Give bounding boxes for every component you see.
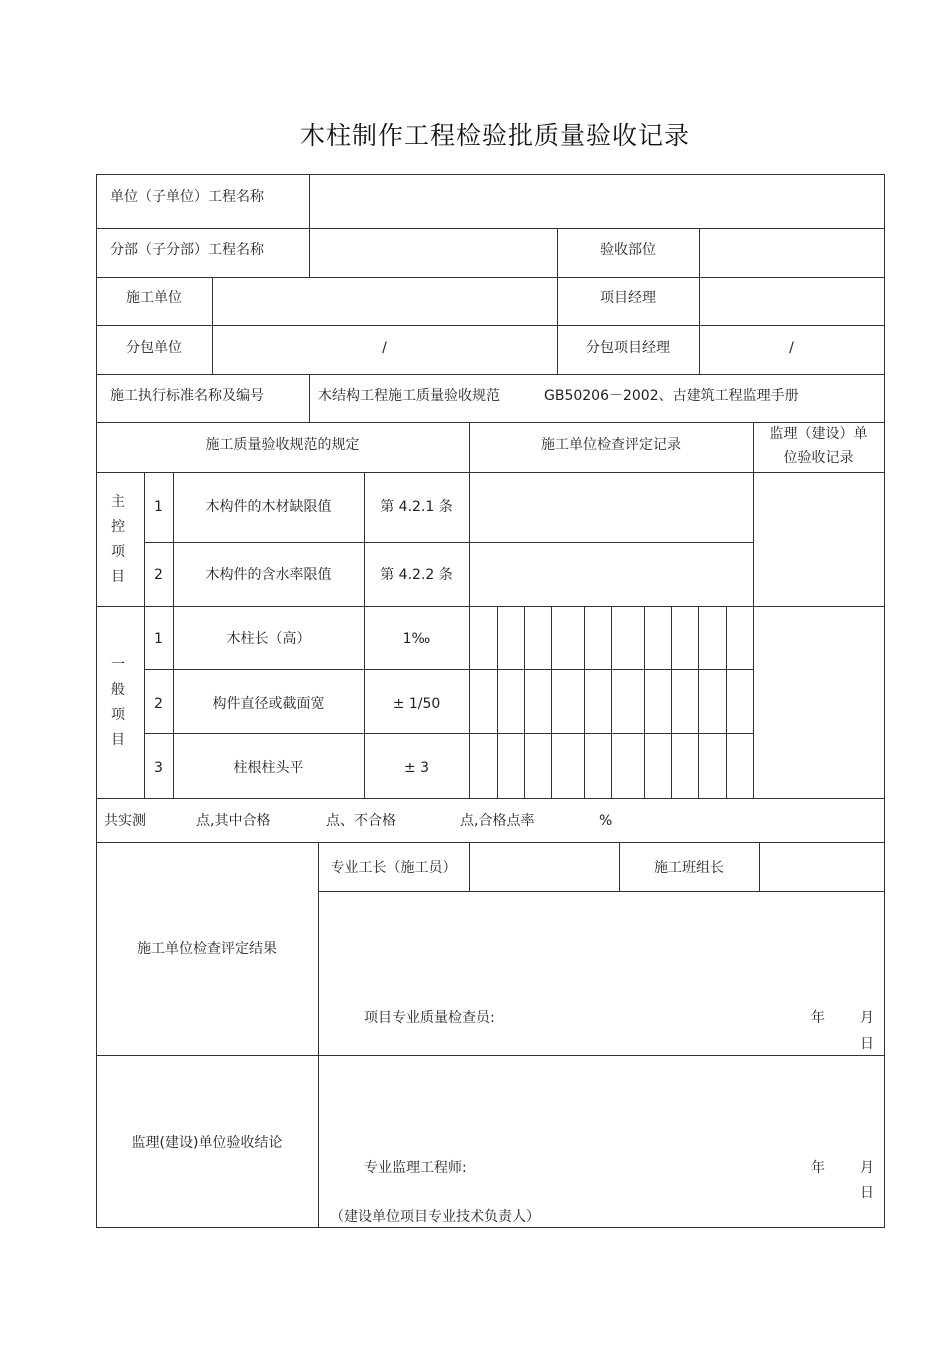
measure-col	[726, 606, 727, 798]
construction-result-label: 施工单位检查评定结果	[137, 941, 277, 957]
subcontract-manager-value[interactable]: /	[789, 340, 794, 356]
foreman-field[interactable]	[470, 843, 619, 891]
summary-qualified-label: 点,其中合格	[196, 813, 271, 829]
row-divider	[96, 1055, 885, 1056]
item-no: 1	[154, 499, 163, 515]
spec-header: 施工质量验收规范的规定	[205, 437, 360, 453]
owner-tech-lead-note: （建设单位项目专业技术负责人）	[330, 1209, 540, 1225]
item-no: 2	[154, 567, 163, 583]
measure-col	[551, 606, 552, 798]
row-divider	[96, 798, 885, 799]
supervision-engineer-label: 专业监理工程师:	[364, 1160, 467, 1176]
item-no: 1	[154, 631, 163, 647]
supervision-header-line1: 监理（建设）单	[769, 426, 868, 442]
item-no: 2	[154, 696, 163, 712]
measure-col	[698, 606, 699, 798]
item-tolerance: 1‰	[402, 631, 431, 647]
row-divider	[96, 374, 885, 375]
summary-total-label: 共实测	[104, 813, 146, 829]
subcontract-unit-value[interactable]: /	[382, 340, 387, 356]
standard-code: GB50206－2002、古建筑工程监理手册	[544, 388, 799, 404]
date-day-label: 日	[860, 1036, 874, 1052]
subcontract-manager-label: 分包项目经理	[586, 340, 670, 356]
item-clause: 第 4.2.2 条	[380, 567, 453, 583]
construction-unit-label: 施工单位	[126, 290, 182, 306]
measure-col	[671, 606, 672, 798]
project-manager-field[interactable]	[700, 278, 884, 325]
acceptance-part-label: 验收部位	[600, 242, 656, 258]
item-name: 木构件的木材缺限值	[205, 499, 332, 515]
col-divider	[318, 842, 319, 1227]
col-divider	[309, 374, 310, 422]
quality-inspector-label: 项目专业质量检查员:	[364, 1010, 495, 1026]
team-leader-label: 施工班组长	[654, 860, 724, 876]
date-year-label: 年	[811, 1160, 825, 1176]
check-record-header: 施工单位检查评定记录	[541, 437, 681, 453]
summary-unqualified-label: 点、不合格	[326, 813, 396, 829]
row-divider	[96, 422, 885, 423]
summary-percent-sign: %	[599, 813, 613, 829]
page-title: 木柱制作工程检验批质量验收记录	[299, 121, 690, 150]
measure-col	[584, 606, 585, 798]
item-no: 3	[154, 760, 163, 776]
project-manager-label: 项目经理	[600, 290, 656, 306]
group-char: 一	[111, 657, 125, 673]
item-clause: 第 4.2.1 条	[380, 499, 453, 515]
unit-project-name-label: 单位（子单位）工程名称	[110, 189, 264, 205]
measure-col	[611, 606, 612, 798]
row-divider	[96, 325, 885, 326]
unit-project-name-field[interactable]	[310, 175, 884, 228]
foreman-label: 专业工长（施工员）	[330, 860, 457, 876]
main-supervision-record[interactable]	[754, 473, 884, 798]
construction-unit-field[interactable]	[213, 278, 557, 325]
group-char: 般	[111, 682, 125, 698]
measure-col	[644, 606, 645, 798]
group-char: 项	[111, 544, 125, 560]
group-char: 目	[111, 569, 125, 585]
date-day-label: 日	[860, 1185, 874, 1201]
item-name: 构件直径或截面宽	[212, 696, 325, 712]
row-divider	[144, 669, 754, 670]
row-divider	[144, 733, 754, 734]
group-char: 目	[111, 732, 125, 748]
supervision-header-line2: 位验收记录	[783, 450, 854, 466]
subcontract-unit-label: 分包单位	[126, 340, 182, 356]
measure-col	[524, 606, 525, 798]
subsection-name-label: 分部（子分部）工程名称	[110, 242, 264, 258]
subsection-name-field[interactable]	[310, 229, 557, 277]
date-month-label: 月	[860, 1010, 874, 1026]
group-char: 项	[111, 707, 125, 723]
date-month-label: 月	[860, 1160, 874, 1176]
item-name: 木构件的含水率限值	[205, 567, 332, 583]
row-divider	[318, 891, 885, 892]
acceptance-part-field[interactable]	[700, 229, 884, 277]
date-year-label: 年	[811, 1010, 825, 1026]
measure-col	[497, 606, 498, 798]
item-name: 柱根柱头平	[233, 760, 304, 776]
item-check-record[interactable]	[470, 473, 753, 542]
standard-name: 木结构工程施工质量验收规范	[318, 388, 500, 404]
item-check-record[interactable]	[470, 543, 753, 606]
group-char: 主	[111, 494, 125, 510]
standard-label: 施工执行标准名称及编号	[110, 388, 264, 404]
team-leader-field[interactable]	[760, 843, 884, 891]
summary-rate-label: 点,合格点率	[460, 813, 535, 829]
group-char: 控	[111, 519, 125, 535]
item-tolerance: ± 3	[403, 760, 430, 776]
table-border-left	[96, 174, 97, 1228]
item-tolerance: ± 1/50	[392, 696, 441, 712]
table-border-right	[884, 174, 885, 1228]
item-name: 木柱长（高）	[226, 631, 311, 647]
table-border-bottom	[96, 1227, 885, 1228]
supervision-result-label: 监理(建设)单位验收结论	[131, 1135, 283, 1151]
